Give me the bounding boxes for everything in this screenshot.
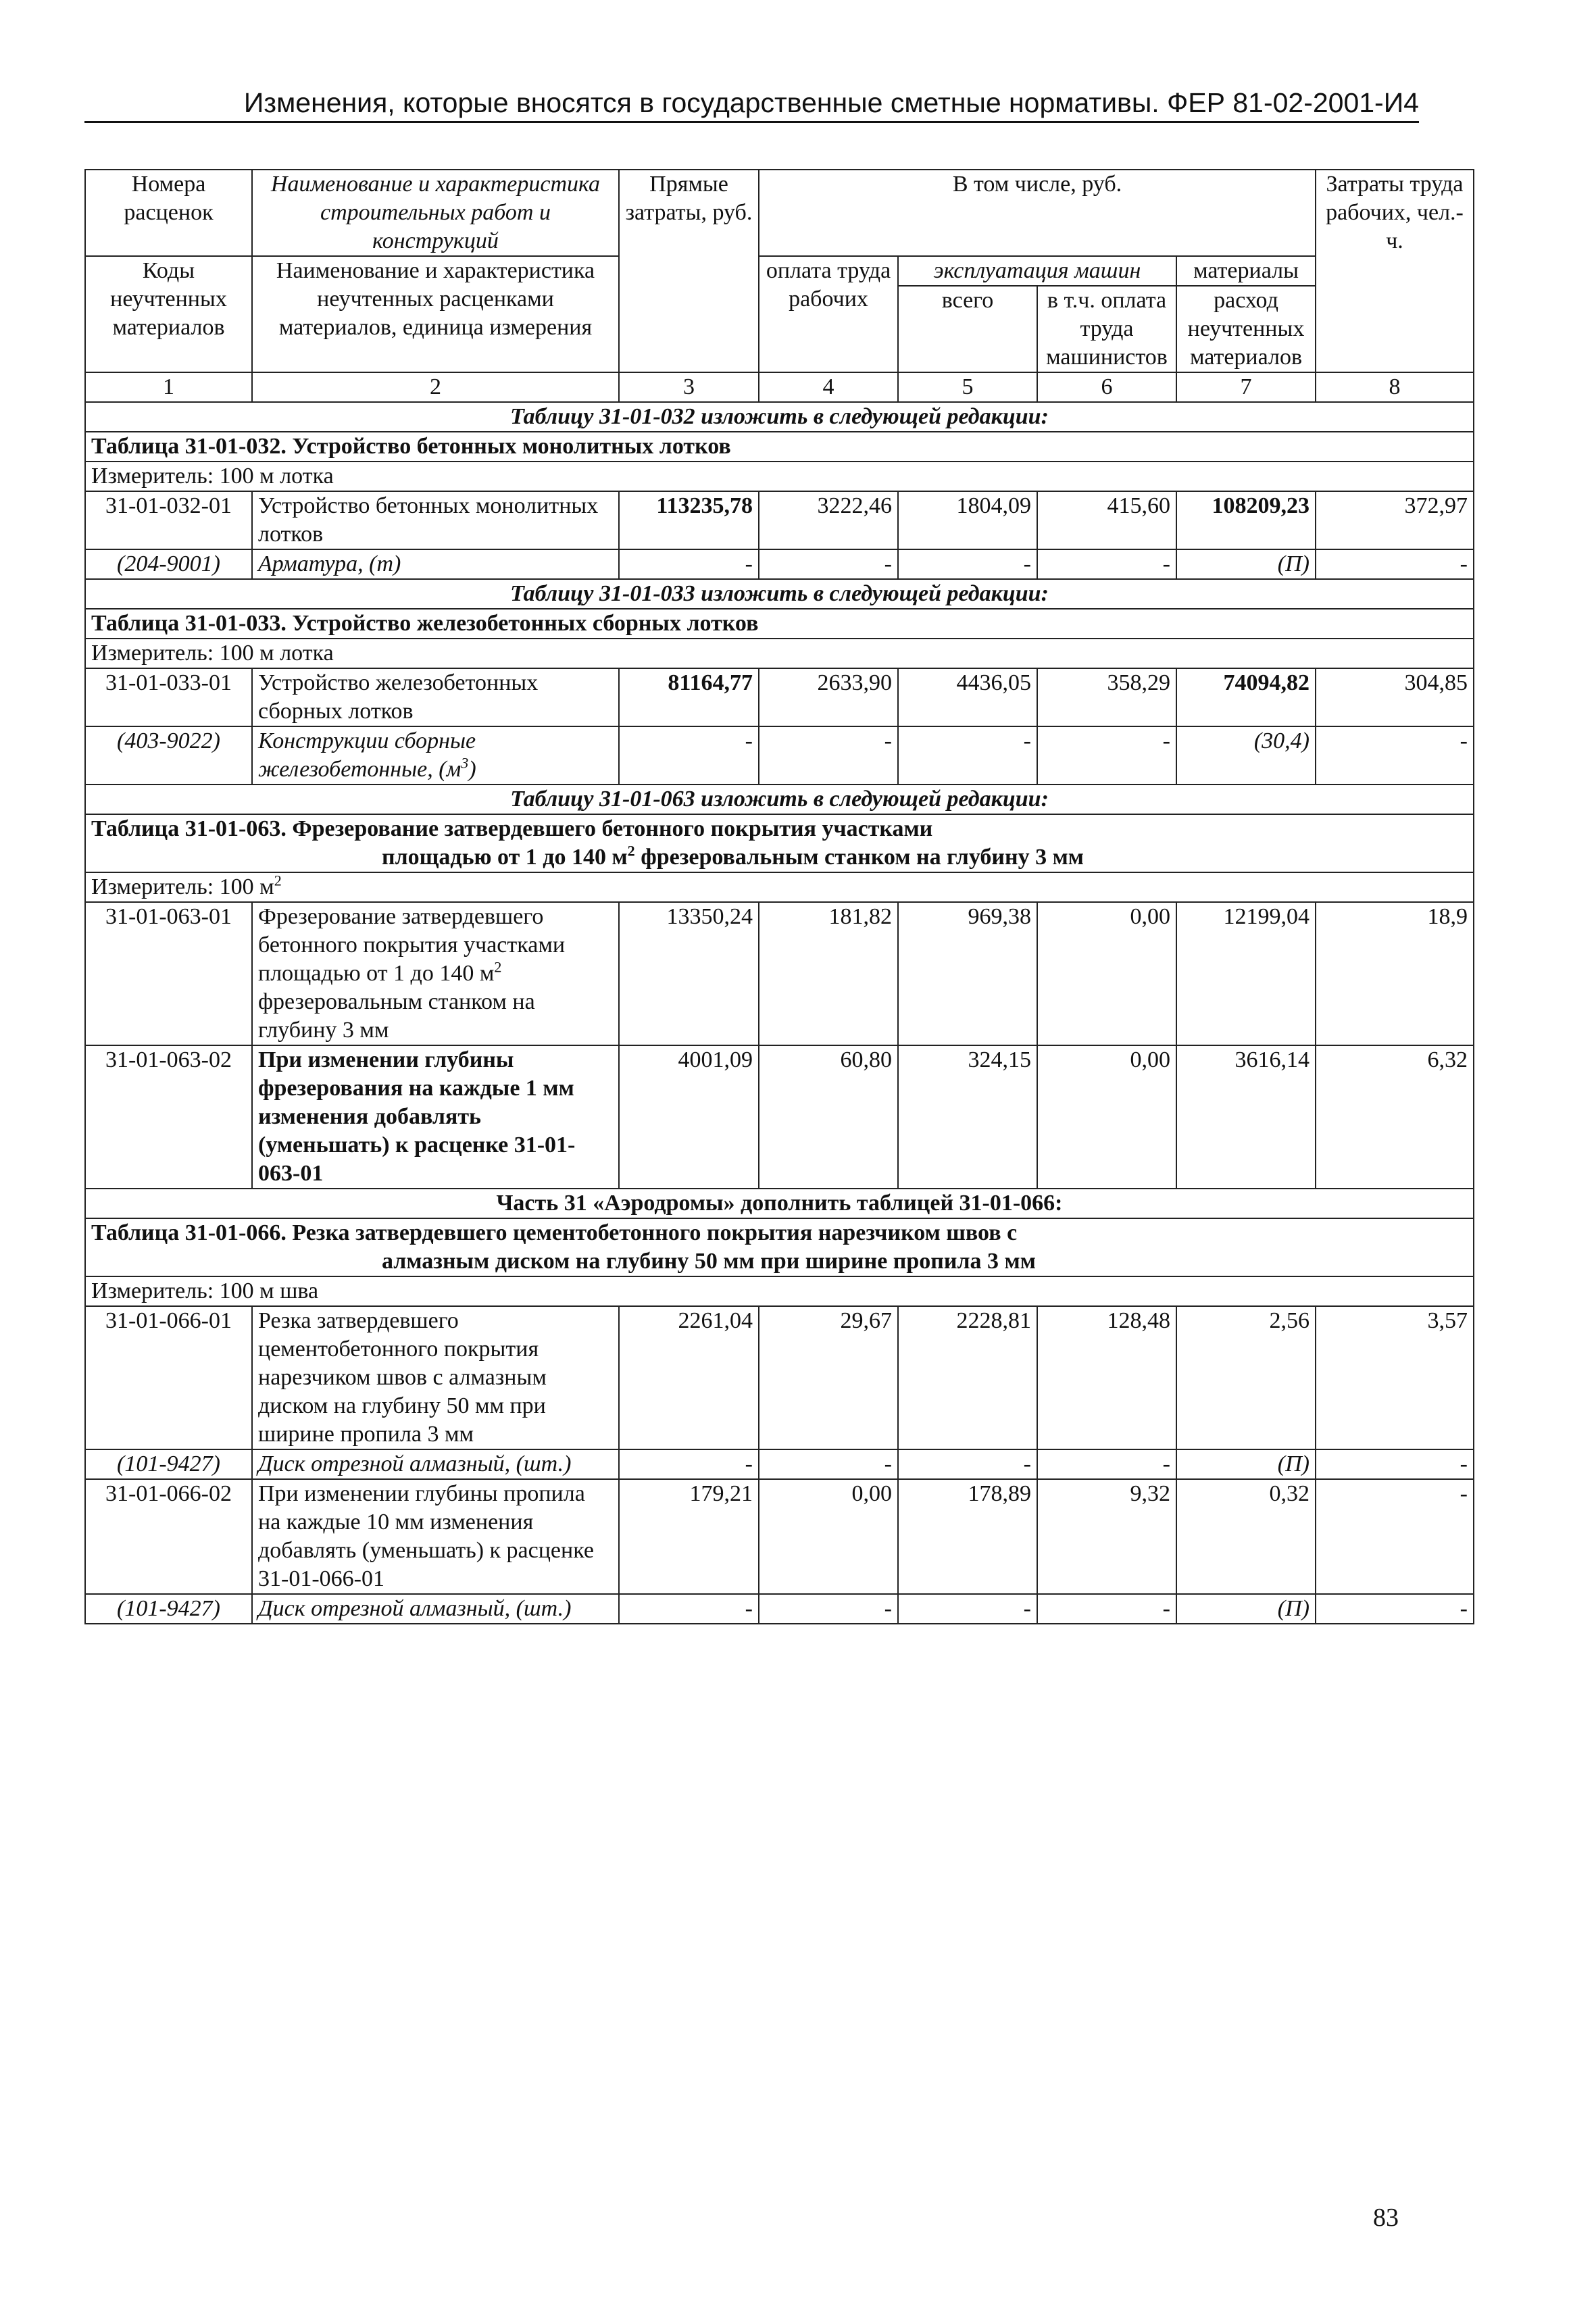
worker-pay: 0,00 (759, 1479, 898, 1594)
materials-cost: (П) (1176, 1594, 1316, 1624)
column-number: 5 (898, 372, 1037, 402)
materials-cost: (П) (1176, 549, 1316, 579)
header-material-consumption: расход неучтенных материалов (1176, 286, 1316, 372)
measure-text: Измеритель: 100 м (91, 874, 274, 899)
operator-pay: - (1037, 1449, 1176, 1479)
worker-pay: 3222,46 (759, 491, 898, 549)
operator-pay: 358,29 (1037, 668, 1176, 726)
instruction-text: Таблицу 31-01-032 изложить в следующей редакции: (85, 402, 1474, 432)
header-material-name: Наименование и характеристика неучтенных расценками материалов, единица измерения (252, 256, 619, 372)
table-title-line: Таблица 31-01-066. Резка затвердевшего цементобетонного покрытия нарезчиком швов с (91, 1220, 1018, 1245)
instruction-text: Таблицу 31-01-063 изложить в следующей редакции: (85, 785, 1474, 814)
worker-pay: - (759, 1449, 898, 1479)
rate-code: 31-01-063-01 (85, 902, 252, 1045)
machines-total: - (898, 726, 1037, 785)
table-header-row (85, 256, 1474, 286)
operator-pay: 0,00 (1037, 1045, 1176, 1189)
labor-hours: - (1316, 726, 1474, 785)
labor-hours: - (1316, 1594, 1474, 1624)
material-code: (101-9427) (85, 1449, 252, 1479)
table-row (85, 1306, 1474, 1449)
rate-name (252, 902, 619, 1045)
material-name (252, 726, 619, 785)
column-number: 8 (1316, 372, 1474, 402)
rate-name: При изменении глубины пропила на каждые 10 мм изменения добавлять (уменьшать) к расценке 31-01-066-01 (252, 1479, 619, 1594)
direct-cost: - (619, 549, 759, 579)
rate-code: 31-01-066-01 (85, 1306, 252, 1449)
rate-code: 31-01-033-01 (85, 668, 252, 726)
material-name-text: Конструкции сборные железобетонные, (м (258, 728, 476, 782)
page-number: 83 (1373, 2204, 1399, 2232)
worker-pay: 60,80 (759, 1045, 898, 1189)
table-row (85, 1045, 1474, 1189)
header-operator-pay: в т.ч. оплата труда машинистов (1037, 286, 1176, 372)
header-rate-numbers: Номера расценок (85, 170, 252, 256)
rate-name: Устройство бетонных монолитных лотков (252, 491, 619, 549)
table-row (85, 491, 1474, 549)
rate-name: Устройство железобетонных сборных лотков (252, 668, 619, 726)
rate-name-text: фрезеровальным станком на глубину 3 мм (258, 989, 535, 1043)
operator-pay: 0,00 (1037, 902, 1176, 1045)
worker-pay: 29,67 (759, 1306, 898, 1449)
table-title: Таблица 31-01-032. Устройство бетонных монолитных лотков (85, 432, 1474, 462)
header-machines-total: всего (898, 286, 1037, 372)
rates-table (84, 169, 1474, 1624)
rate-name-text: Фрезерование затвердевшего бетонного покрытия участками площадью от 1 до 140 м (258, 904, 566, 986)
header-direct-costs: Прямые затраты, руб. (619, 170, 759, 372)
rate-name: При изменении глубины фрезерования на каждые 1 мм изменения добавлять (уменьшать) к расценке 31-01-063-01 (252, 1045, 619, 1189)
rate-code: 31-01-066-02 (85, 1479, 252, 1594)
header-including: В том числе, руб. (759, 170, 1316, 256)
table-title-continuation (91, 843, 1468, 872)
machines-total: 324,15 (898, 1045, 1037, 1189)
direct-cost: - (619, 1449, 759, 1479)
rate-code: 31-01-063-02 (85, 1045, 252, 1189)
table-row (85, 1449, 1474, 1479)
materials-cost: 12199,04 (1176, 902, 1316, 1045)
material-name-end: ) (468, 757, 476, 782)
direct-cost: - (619, 726, 759, 785)
superscript: 2 (494, 958, 502, 976)
operator-pay: - (1037, 726, 1176, 785)
operator-pay: - (1037, 549, 1176, 579)
header-labor-hours: Затраты труда рабочих, чел.-ч. (1316, 170, 1474, 372)
measure-unit: Измеритель: 100 м шва (85, 1276, 1474, 1306)
materials-cost: (30,4) (1176, 726, 1316, 785)
direct-cost: 113235,78 (619, 491, 759, 549)
material-code: (101-9427) (85, 1594, 252, 1624)
column-number: 4 (759, 372, 898, 402)
column-number: 1 (85, 372, 252, 402)
table-title-text: площадью от 1 до 140 м (382, 845, 628, 870)
material-name: Диск отрезной алмазный, (шт.) (252, 1449, 619, 1479)
materials-cost: 74094,82 (1176, 668, 1316, 726)
superscript: 2 (627, 842, 635, 860)
machines-total: - (898, 1449, 1037, 1479)
measure-unit: Измеритель: 100 м лотка (85, 462, 1474, 491)
worker-pay: - (759, 549, 898, 579)
worker-pay: - (759, 726, 898, 785)
measure-unit: Измеритель: 100 м лотка (85, 639, 1474, 668)
column-number: 6 (1037, 372, 1176, 402)
operator-pay: - (1037, 1594, 1176, 1624)
operator-pay: 9,32 (1037, 1479, 1176, 1594)
labor-hours: - (1316, 1479, 1474, 1594)
labor-hours: 304,85 (1316, 668, 1474, 726)
materials-cost: 0,32 (1176, 1479, 1316, 1594)
machines-total: - (898, 549, 1037, 579)
instruction-text: Таблицу 31-01-033 изложить в следующей редакции: (85, 579, 1474, 609)
machines-total: 178,89 (898, 1479, 1037, 1594)
header-work-name: Наименование и характеристика строительных работ и конструкций (252, 170, 619, 256)
table-title-continuation: алмазным диском на глубину 50 мм при ширине пропила 3 мм (382, 1249, 1036, 1274)
header-worker-pay: оплата труда рабочих (759, 256, 898, 372)
column-number: 7 (1176, 372, 1316, 402)
header-machines: эксплуатация машин (898, 256, 1176, 286)
table-title: Таблица 31-01-033. Устройство железобетонных сборных лотков (85, 609, 1474, 639)
table-row (85, 1479, 1474, 1594)
document-body (84, 169, 1473, 1624)
header-rule (84, 121, 1419, 123)
header-material-codes: Коды неучтенных материалов (85, 256, 252, 372)
header-materials: материалы (1176, 256, 1316, 286)
superscript: 3 (461, 754, 469, 772)
material-name: Диск отрезной алмазный, (шт.) (252, 1594, 619, 1624)
rate-name: Резка затвердевшего цементобетонного покрытия нарезчиком швов с алмазным диском на глубину 50 мм при ширине пропила 3 мм (252, 1306, 619, 1449)
labor-hours: 3,57 (1316, 1306, 1474, 1449)
direct-cost: 2261,04 (619, 1306, 759, 1449)
worker-pay: 181,82 (759, 902, 898, 1045)
machines-total: 969,38 (898, 902, 1037, 1045)
labor-hours: 6,32 (1316, 1045, 1474, 1189)
direct-cost: 179,21 (619, 1479, 759, 1594)
column-numbers-row (85, 372, 1474, 402)
direct-cost: - (619, 1594, 759, 1624)
table-header-row (85, 170, 1474, 256)
material-code: (403-9022) (85, 726, 252, 785)
direct-cost: 13350,24 (619, 902, 759, 1045)
material-code: (204-9001) (85, 549, 252, 579)
page-header: Изменения, которые вносятся в государственные сметные нормативы. ФЕР 81-02-2001-И4 (243, 87, 1419, 118)
table-title-line: Таблица 31-01-063. Фрезерование затвердевшего бетонного покрытия участками (91, 816, 933, 841)
operator-pay: 415,60 (1037, 491, 1176, 549)
machines-total: - (898, 1594, 1037, 1624)
materials-cost: 108209,23 (1176, 491, 1316, 549)
table-title (85, 1218, 1474, 1276)
worker-pay: 2633,90 (759, 668, 898, 726)
table-title-text: фрезеровальным станком на глубину 3 мм (634, 845, 1084, 870)
worker-pay: - (759, 1594, 898, 1624)
superscript: 2 (274, 872, 282, 889)
table-row (85, 1594, 1474, 1624)
material-name: Арматура, (т) (252, 549, 619, 579)
labor-hours: - (1316, 549, 1474, 579)
materials-cost: 3616,14 (1176, 1045, 1316, 1189)
direct-cost: 4001,09 (619, 1045, 759, 1189)
machines-total: 2228,81 (898, 1306, 1037, 1449)
column-number: 2 (252, 372, 619, 402)
labor-hours: 18,9 (1316, 902, 1474, 1045)
table-row (85, 668, 1474, 726)
table-title (85, 814, 1474, 872)
part-heading: Часть 31 «Аэродромы» дополнить таблицей 31-01-066: (85, 1189, 1474, 1218)
materials-cost: 2,56 (1176, 1306, 1316, 1449)
labor-hours: 372,97 (1316, 491, 1474, 549)
measure-unit (85, 872, 1474, 902)
materials-cost: (П) (1176, 1449, 1316, 1479)
labor-hours: - (1316, 1449, 1474, 1479)
rate-code: 31-01-032-01 (85, 491, 252, 549)
table-row (85, 726, 1474, 785)
machines-total: 4436,05 (898, 668, 1037, 726)
operator-pay: 128,48 (1037, 1306, 1176, 1449)
machines-total: 1804,09 (898, 491, 1037, 549)
direct-cost: 81164,77 (619, 668, 759, 726)
table-row (85, 902, 1474, 1045)
column-number: 3 (619, 372, 759, 402)
table-row (85, 549, 1474, 579)
